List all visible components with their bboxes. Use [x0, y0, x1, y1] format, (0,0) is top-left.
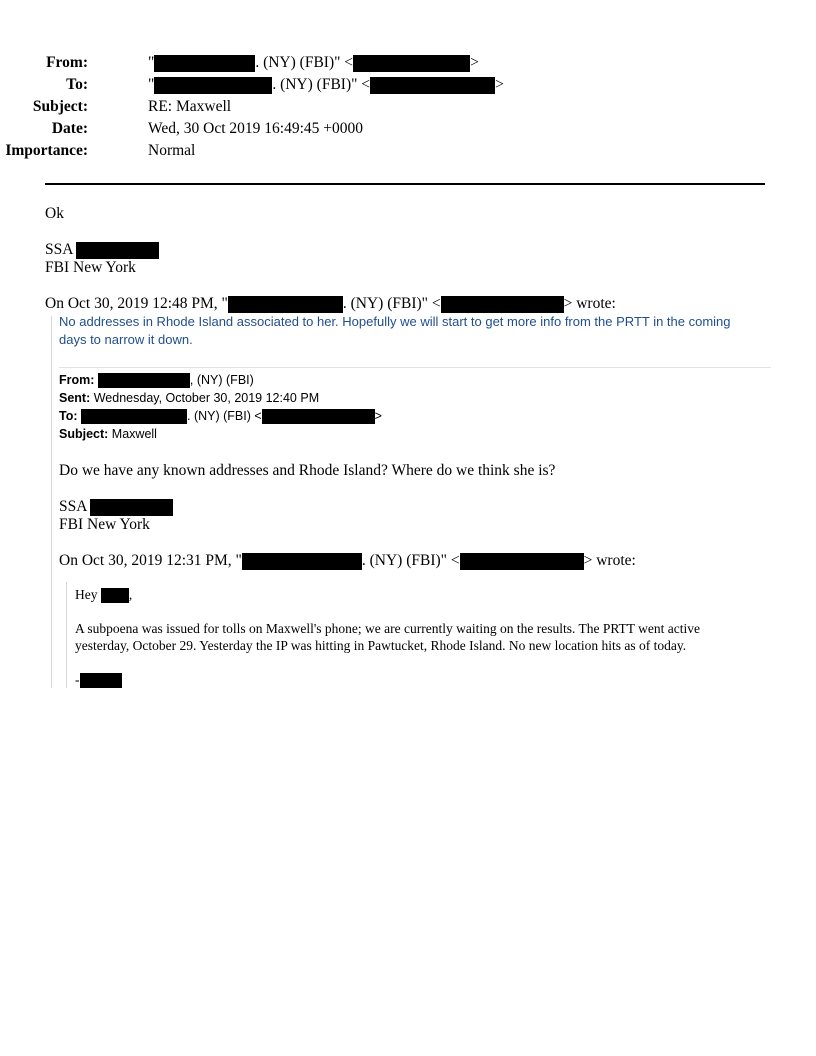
quote-bar: [66, 582, 67, 688]
header-divider: [45, 183, 765, 185]
fwd-quote-intro: On Oct 30, 2019 12:31 PM, " . (NY) (FBI)" < > wrote:: [59, 552, 636, 569]
fwd-subject-row: Subject: Maxwell: [59, 427, 157, 441]
importance-label: Importance:: [5, 142, 88, 159]
redaction-block: [262, 409, 375, 424]
header-to-row: [0, 74, 760, 96]
quoted-message-line: days to narrow it down.: [59, 332, 193, 347]
fwd-signature-office: FBI New York: [59, 516, 150, 533]
quoted-paragraph-line: yesterday, October 29. Yesterday the IP was hitting in Pawtucket, Rhode Island. No new location hits as of today.: [75, 638, 687, 653]
header-importance-row: [0, 140, 760, 162]
redaction-block: [441, 296, 564, 313]
redaction-block: [81, 409, 187, 424]
date-label: Date:: [51, 120, 88, 137]
redaction-block: [76, 242, 159, 259]
header-subject-row: [0, 96, 760, 118]
to-label: To:: [66, 76, 88, 93]
header-from-row: [0, 52, 760, 74]
fwd-to-row: To: . (NY) (FBI) < >: [59, 409, 382, 423]
reply-quote-intro: On Oct 30, 2019 12:48 PM, " . (NY) (FBI)" < > wrote:: [45, 295, 616, 312]
quoted-message-line: No addresses in Rhode Island associated to her. Hopefully we will start to get more info from the PRTT in the coming: [59, 314, 731, 329]
from-label: From:: [46, 54, 88, 71]
date-value: Wed, 30 Oct 2019 16:49:45 +0000: [148, 120, 364, 137]
subject-label: Subject:: [32, 98, 88, 115]
quote-bar: [51, 316, 52, 688]
redaction-block: [80, 673, 122, 688]
redaction-block: [228, 296, 343, 313]
to-value: " . (NY) (FBI)" < >: [148, 76, 504, 93]
quoted-greeting: Hey ,: [75, 587, 133, 602]
fwd-signature-title: SSA: [59, 498, 173, 516]
redaction-block: [370, 77, 495, 94]
redaction-block: [242, 553, 362, 570]
subject-value: RE: Maxwell: [148, 98, 232, 115]
redaction-block: [98, 373, 190, 388]
reply-signature-title: SSA: [45, 241, 159, 259]
redaction-block: [154, 55, 255, 72]
importance-value: Normal: [148, 142, 196, 159]
redaction-block: [353, 55, 470, 72]
redaction-block: [460, 553, 584, 570]
fwd-sent-row: Sent: Wednesday, October 30, 2019 12:40 PM: [59, 391, 320, 405]
redaction-block: [154, 77, 272, 94]
from-value: " . (NY) (FBI)" < >: [148, 54, 479, 71]
fwd-from-row: From: , (NY) (FBI): [59, 373, 254, 387]
reply-body: Ok: [45, 205, 64, 222]
redaction-block: [101, 588, 129, 603]
reply-signature-office: FBI New York: [45, 259, 136, 276]
fwd-body: Do we have any known addresses and Rhode Island? Where do we think she is?: [59, 462, 556, 479]
header-date-row: [0, 118, 760, 140]
redaction-block: [90, 499, 173, 516]
quote-divider: [59, 367, 771, 368]
quoted-paragraph-line: A subpoena was issued for tolls on Maxwell's phone; we are currently waiting on the results. The PRTT went active: [75, 621, 700, 636]
quoted-signoff: -: [75, 671, 122, 688]
